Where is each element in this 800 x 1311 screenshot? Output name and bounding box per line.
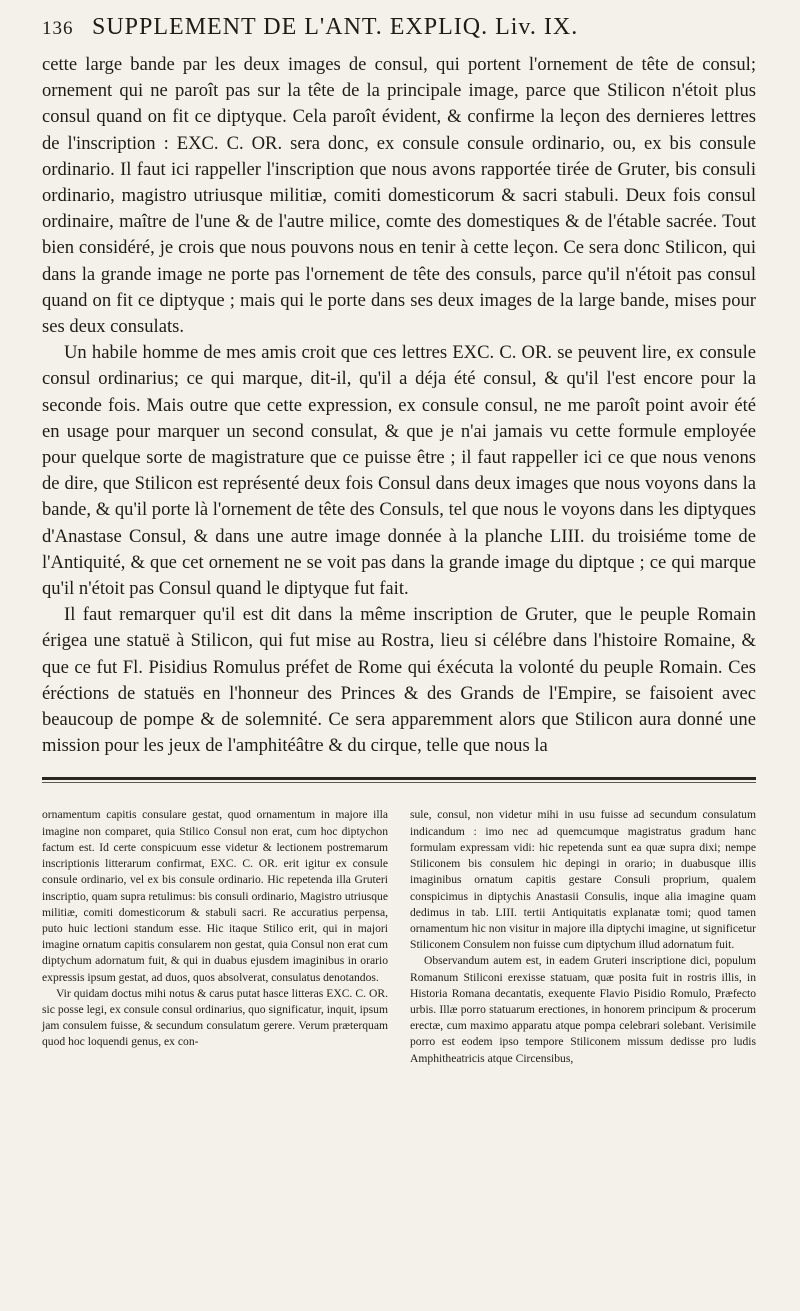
note-left-paragraph-2: Vir quidam doctus mihi notus & carus putat hasce litteras EXC. C. OR. sic posse legi, ex consule consul ordinarius, quo significatur, inquit, ipsum jam consulem fuisse, & secundum consulatum gerere. Verum præterquam quod hoc loquendi genus, ex con- xyxy=(42,986,388,1049)
running-title: SUPPLEMENT DE L'ANT. EXPLIQ. Liv. IX. xyxy=(92,14,579,40)
footnote-divider xyxy=(42,777,756,780)
note-right-paragraph-2: Observandum autem est, in eadem Gruteri inscriptione dici, populum Romanum Stiliconi erexisse statuam, quæ posita fuit in rostris illis, in Historia Romana decantatis, exequente Flavio Pisidio Romulo, Præfecto urbis. Illæ porro statuarum erectiones, in honorem principum & procerum erectæ, cum maximo apparatu atque pompa celebrari solebant. Verisimile porro est eodem ipso tempore Stiliconem missum dedisse pro ludis Amphitheatricis atque Circensibus, xyxy=(410,954,756,1065)
footnote-divider-thin xyxy=(42,782,756,783)
latin-notes xyxy=(42,807,756,1066)
note-left-paragraph-1: ornamentum capitis consulare gestat, quod ornamentum in majore illa imagine non comparet, quia Stilico Consul non erat, cum hoc diptychon factum est. Id certe conspicuum esse videtur & lectionem postremarum inscriptionis litterarum confirmat, EXC. C. OR. erit igitur ex consule consule ordinario, vel ex bis consule ordinario. Hic repetenda illa Gruteri inscriptio, quam supra retulimus: bis consuli ordinario, Magistro utriusque militiæ, comiti domesticorum & stabuli sacri. Re accuratius perpensa, puto huic lectioni standum esse. Hic itaque Stilico erit, qui in majori imagine ornatum capitis consularem non gestat, quia Consul non erat cum diptychum adornatum fuit, & qui in duabus ejusdem imaginibus in orario expressis ipsum gestat, ad duos, quos absolverat, consulatus denotandos. xyxy=(42,808,388,984)
page-number: 136 xyxy=(42,18,74,39)
running-head xyxy=(42,14,756,48)
main-paragraph-3: Il faut remarquer qu'il est dit dans la même inscription de Gruter, que le peuple Romain érigea une statuë à Stilicon, qui fut mise au Rostra, lieu si célébre dans l'histoire Romaine, & que ce fut Fl. Pisidius Romulus préfet de Rome qui éxécuta la volonté du peuple Romain. Ces éréctions de statuës en l'honneur des Princes & des Grands de l'Empire, se faisoient avec beaucoup de pompe & de solemnité. Ce sera apparemment alors que Stilicon aura donné une mission pour les jeux de l'amphitéâtre & du cirque, telle que nous la xyxy=(42,604,756,757)
notes-left-column xyxy=(42,807,388,1066)
note-right-paragraph-1: sule, consul, non videtur mihi in usu fuisse ad secundum consulatum indicandum : imo nec ad quemcumque magistratus gradum hanc formulam expressam vidi: hic repetenda sunt ea quæ supra dixi; nempe Stiliconem bis consulem hic depingi in orario; in duabusque illis imaginibus ornatum capitis gestare Consuli proprium, qualem conspicimus in diptychis Anastasii Consulis, inque alia imagine quam dedimus in tab. LIII. tertii Antiquitatis explanatæ tomi; quod tamen ornamentum hic non visitur in majore illa diptychi imagine, ut significetur Stiliconem Consulem non fuisse cum diptychum illud adornatum fuit. xyxy=(410,808,756,952)
main-paragraph-1: cette large bande par les deux images de consul, qui portent l'ornement de tête de consul; ornement qui ne paroît pas sur la tête de la principale image, parce que Stilicon n'étoit plus consul quand on fit ce diptyque. Cela paroît évident, & confirme la leçon des dernieres lettres de l'inscription : EXC. C. OR. sera donc, ex consule consule ordinario, ou, ex bis consule ordinario. Il faut ici rappeller l'inscription que nous avons rapportée tirée de Gruter, bis consuli ordinario, magistro utriusque militiæ, comiti domesticorum & sacri stabuli. Deux fois consul ordinaire, maître de l'une & de l'autre milice, comte des domestiques & de l'étable sacrée. Tout bien considéré, je crois que nous pouvons nous en tenir à cette leçon. Ce sera donc Stilicon, qui dans la grande image ne porte pas l'ornement de tête des consuls, parce qu'il n'étoit pas consul quand on fit ce diptyque ; mais qui le porte dans ses deux images de la large bande, mises pour ses deux consulats. xyxy=(42,54,756,338)
notes-right-column xyxy=(410,807,756,1066)
main-paragraph-2: Un habile homme de mes amis croit que ces lettres EXC. C. OR. se peuvent lire, ex consule consul ordinarius; ce qui marque, dit-il, qu'il a déja été consul, & qu'il l'est encore pour la seconde fois. Mais outre que cette expression, ex consule consul, ne me paroît point avoir été en usage pour marquer un second consulat, & que je n'ai jamais vu cette formule employée pour quelque sorte de magistrature que ce puisse être ; il faut rappeller ici ce que nous venons de dire, que Stilicon est représenté deux fois Consul dans deux images que nous voyons dans la bande, & qu'il porte là l'ornement de tête des Consuls, tel que nous le voyons dans les diptyques d'Anastase Consul, & dans une autre image donnée à la planche LIII. du troisiéme tome de l'Antiquité, & que cet ornement ne se voit pas dans la grande image du diptque ; ce qui marque qu'il n'étoit pas Consul quand le diptyque fut fait. xyxy=(42,342,756,600)
main-text xyxy=(42,52,756,759)
